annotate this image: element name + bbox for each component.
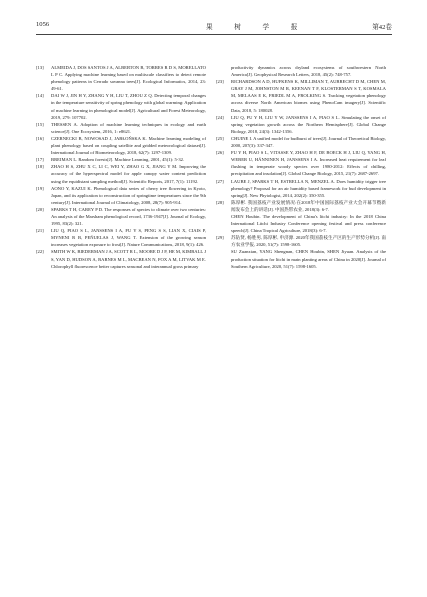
reference-entry: [216, 64, 386, 78]
header-rule: [36, 34, 392, 35]
reference-entry: [216, 213, 386, 234]
reference-entry: [36, 206, 206, 227]
reference-number: [21]: [36, 228, 44, 234]
reference-text: FU Y H, PIAO S L, VITASSE Y, ZHAO H F, DE BOECK H J, LIU Q, YANG H, WEBER U, HÄNNINEN H, JANSSENS I A. Increased heat requirement for leaf flushing in temperate woody species over 1980-2012: Effects of chilling, precipitation and insolation[J]. Global Change Biology, 2015, 21(7): 2687-2697.: [231, 150, 386, 177]
reference-text: THESSEN A. Adoption of machine learning techniques in ecology and earth science[J]. One Ecosystem, 2016, 1: e8621.: [51, 121, 206, 134]
reference-number: [26]: [216, 150, 224, 156]
page-number: 1056: [36, 21, 50, 28]
reference-entry: [216, 234, 386, 248]
reference-entry: [216, 114, 386, 135]
page-header: [36, 21, 392, 35]
reference-text: ALMEIDA J, DOS SANTOS J A, ALBERTON B, TORRES R D S, MORELLATO L P C. Applying machine learning based on multiscale classifiers to detect remote phenology patterns in Cerrado savanna trees[J]. Ecological Informatics, 2014, 23: 49-61.: [51, 65, 206, 92]
reference-number: [29]: [216, 235, 224, 241]
volume-label: 第42卷: [372, 24, 392, 31]
reference-text: CZERNECKI B, NOWOSAD J, JABŁOŃSKA K. Machine learning modeling of plant phenology based on coupling satellite and gridded meteorological dataset[J]. International Journal of Biometeorology, 2018, 62(7): 1297-1309.: [51, 135, 206, 156]
reference-number: [28]: [216, 199, 224, 205]
reference-text: SPARKS T H, CAREY P D. The responses of species to climate over two centuries: An analysis of the Marsham phenological record, 1736-1947[J]. Journal of Ecology, 1995, 83(2): 321.: [51, 206, 206, 227]
reference-number: [13]: [36, 65, 44, 70]
reference-text: 苏钻贤, 杨胜男, 陈厚彬, 申济源. 2020年我国荔枝生产区的生产形势分析[J]. 南方农业学报, 2020, 51(7): 1598-1605.: [231, 235, 386, 248]
reference-entry: [216, 149, 386, 177]
reference-text: productivity dynamics across dryland ecosystems of southwestern North America[J]. Geophysical Research Letters, 2018, 45(2): 748-757.: [231, 65, 386, 78]
reference-text: AONO Y, KAZUI K. Phenological data series of cherry tree flowering in Kyoto, Japan, and its application to reconstruction of springtime temperatures since the 9th century[J]. International Journal of Climatology, 2008, 28(7): 905-914.: [51, 185, 206, 205]
reference-text: LIU Q, FU Y H, LIU Y W, JANSSENS I A, PIAO S L. Simulating the onset of spring vegetation growth across the Northern Hemisphere[J]. Global Change Biology, 2018, 24(3): 1342-1356.: [231, 114, 386, 134]
reference-text: ZHAO H S, ZHU X C, LI C, WEI Y, ZHAO G X, JIANG Y M. Improving the accuracy of the hyperspectral model for apple canopy water content prediction using the equidistant sampling method[J]. Scientific Reports, 2017, 7(1): 11192.: [51, 164, 206, 184]
reference-text: SU Zuanxian, YANG Shengnan, CHEN Houbin, SHEN Jiyuan. Analysis of the production situation for litchi in main planting areas of China in 2020[J]. Journal of Southern Agriculture, 2020, 51(7): 1598-1605.: [231, 249, 386, 269]
reference-entry: [216, 78, 386, 113]
reference-entry: [36, 185, 206, 206]
reference-column-left: [36, 64, 206, 270]
journal-title: 果 树 学 报: [206, 24, 308, 31]
reference-column-right: [216, 64, 386, 270]
reference-number: [24]: [216, 114, 224, 120]
reference-text: DAI W J, JIN H Y, ZHANG Y H, LIU T, ZHOU Z Q. Detecting temporal changes in the temperature sensitivity of spring phenology with global warming: Application of machine learning in phenological model[J]. Agricultural and Forest Meteorology, 2019, 279: 107702.: [51, 93, 206, 120]
reference-text: SMITH W K, BIEDERMAN J A, SCOTT R L, MOORE D J P, HE M, KIMBALL J S, YAN D, HUDSON A, BARNES M L, MACBEAN N, FOX A M, LITVAK M E. Chlorophyll fluorescence better captures seasonal and interannual gross primary: [51, 249, 206, 269]
reference-entry: [36, 92, 206, 120]
reference-number: [14]: [36, 93, 44, 99]
reference-entry: [36, 156, 206, 163]
reference-entry: [36, 135, 206, 156]
reference-text: BREIMAN L. Random forests[J]. Machine Learning, 2001, 45(1): 5-32.: [51, 157, 185, 163]
reference-entry: [36, 227, 206, 248]
reference-number: [19]: [36, 185, 44, 191]
reference-entry: [216, 135, 386, 149]
reference-text: CHEN Houbin. The development of China's litchi industry: In the 2018 China International Litchi Industry Conference opening festival and press conference speech[J]. China Tropical Agriculture, 2018(3): 6-7.: [231, 213, 386, 234]
reference-entry: [36, 121, 206, 135]
reference-text: 陈厚彬. 我国荔枝产业发展情况:在2018年中国国际荔枝产业大会开幕节暨新闻发布会上的讲话[J]. 中国热带农业, 2018(3): 6-7.: [231, 199, 386, 212]
reference-text: RICHARDSON A D, HUFKENS K, MILLIMAN T, AUBRECHT D M, CHEN M, GRAY J M, JOHNSTON M R, KEENAN T F, KLOSTERMAN S T, KOSMALA M, MELAAS E K, FRIEDL M A, FROLKING S. Tracking vegetation phenology across diverse North American biomes using PhenoCam imagery[J]. Scientific Data, 2018, 5: 180028.: [231, 79, 386, 113]
reference-entry: [216, 199, 386, 213]
reference-number: [25]: [216, 135, 224, 141]
reference-entry: [216, 248, 386, 269]
reference-entry: [216, 178, 386, 199]
reference-text: LAUBE J, SPARKS T H, ESTRELLA N, MENZEL A. Does humidity trigger tree phenology? Proposal for an air humidity based framework for bud development in spring[J]. New Phytologist, 2014, 202(2): 350-355.: [231, 178, 386, 198]
reference-number: [17]: [36, 157, 44, 163]
reference-number: [23]: [216, 79, 224, 85]
reference-number: [16]: [36, 135, 44, 141]
reference-text: CHUINE I. A unified model for budburst of trees[J]. Journal of Theoretical Biology, 2000, 207(3): 337-347.: [231, 135, 386, 149]
reference-entry: [36, 248, 206, 269]
reference-number: [18]: [36, 164, 44, 170]
reference-number: [15]: [36, 121, 44, 127]
reference-entry: [36, 163, 206, 184]
reference-text: LIU Q, PIAO S L, JANSSENS I A, FU Y S, PENG S S, LIAN X, CIAIS P, MYNENI R B, PEÑUELAS J, WANG T. Extension of the growing season increases vegetation exposure to frost[J]. Nature Communications, 2018, 9(1): 426.: [51, 228, 206, 248]
reference-number: [22]: [36, 249, 44, 255]
reference-number: [27]: [216, 178, 224, 184]
reference-entry: [36, 64, 206, 92]
reference-number: [20]: [36, 206, 44, 212]
